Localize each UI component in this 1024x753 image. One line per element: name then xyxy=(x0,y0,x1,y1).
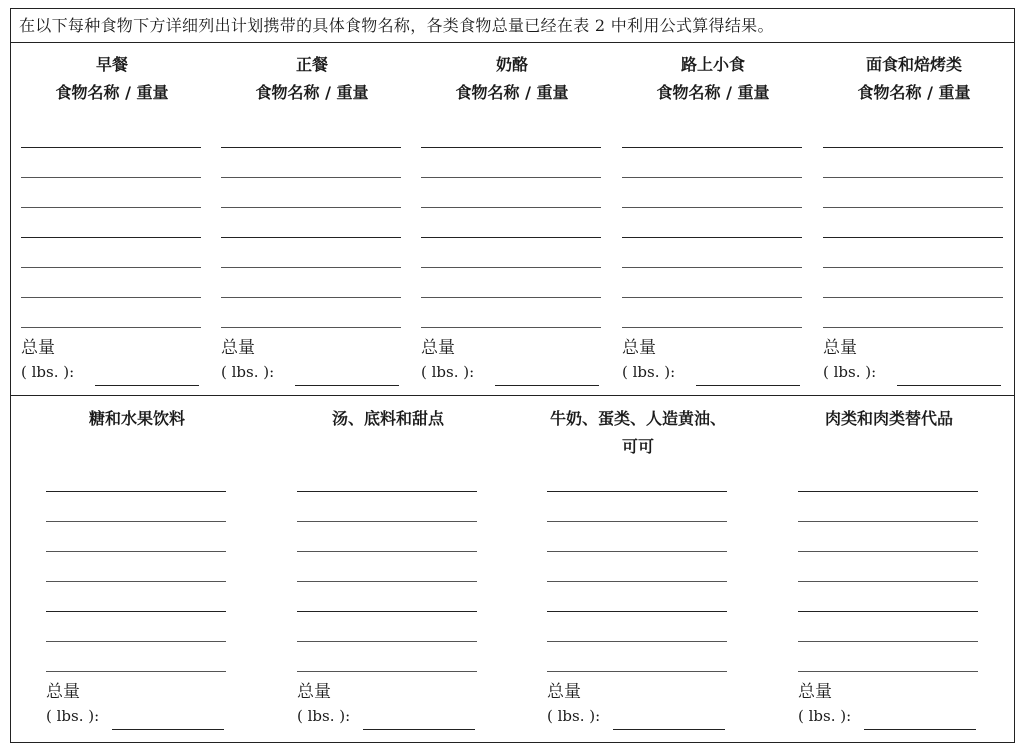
food-entry-line[interactable] xyxy=(798,581,978,582)
category-header xyxy=(541,405,735,461)
food-entry-line[interactable] xyxy=(547,551,727,552)
food-list-form xyxy=(10,8,1015,743)
food-entry-line[interactable] xyxy=(421,207,601,208)
unit-label: ( lbs. ): xyxy=(297,707,351,725)
food-entry-line[interactable] xyxy=(221,327,401,328)
category-subtitle: 食物名称 / 重量 xyxy=(455,83,569,102)
total-label: 总量 xyxy=(798,682,832,702)
category-subtitle: 食物名称 / 重量 xyxy=(656,83,770,102)
unit-label: ( lbs. ): xyxy=(21,363,75,381)
food-entry-line[interactable] xyxy=(21,177,201,178)
category-title: 牛奶、蛋类、人造黄油、 xyxy=(549,409,726,428)
food-entry-line[interactable] xyxy=(622,177,802,178)
category-header xyxy=(21,51,203,107)
food-entry-line[interactable] xyxy=(798,491,978,492)
category-header xyxy=(792,405,986,433)
total-weight-field[interactable] xyxy=(864,729,976,730)
food-entry-line[interactable] xyxy=(297,671,477,672)
food-column xyxy=(823,51,1005,391)
category-title: 汤、底料和甜点 xyxy=(331,409,444,428)
food-entry-line[interactable] xyxy=(297,581,477,582)
total-label: 总量 xyxy=(622,338,656,358)
food-entry-line[interactable] xyxy=(21,207,201,208)
total-weight-field[interactable] xyxy=(495,385,599,386)
food-entry-line[interactable] xyxy=(823,147,1003,148)
unit-label: ( lbs. ): xyxy=(798,707,852,725)
category-header xyxy=(421,51,603,107)
category-header xyxy=(622,51,804,107)
row-divider xyxy=(11,395,1014,396)
food-entry-line[interactable] xyxy=(798,611,978,612)
food-entry-line[interactable] xyxy=(421,267,601,268)
food-entry-line[interactable] xyxy=(823,207,1003,208)
food-column xyxy=(622,51,804,391)
food-entry-line[interactable] xyxy=(547,611,727,612)
category-subtitle: 食物名称 / 重量 xyxy=(255,83,369,102)
total-label: 总量 xyxy=(547,682,581,702)
food-entry-line[interactable] xyxy=(421,297,601,298)
food-column xyxy=(798,405,980,740)
total-label: 总量 xyxy=(421,338,455,358)
food-entry-line[interactable] xyxy=(547,521,727,522)
food-entry-line[interactable] xyxy=(622,147,802,148)
unit-label: ( lbs. ): xyxy=(823,363,877,381)
category-subtitle: 食物名称 / 重量 xyxy=(857,83,971,102)
food-column xyxy=(46,405,228,740)
food-entry-line[interactable] xyxy=(421,237,601,238)
food-entry-line[interactable] xyxy=(297,611,477,612)
food-entry-line[interactable] xyxy=(823,327,1003,328)
food-entry-line[interactable] xyxy=(421,327,601,328)
food-entry-line[interactable] xyxy=(297,551,477,552)
food-column xyxy=(297,405,479,740)
food-entry-line[interactable] xyxy=(622,267,802,268)
food-entry-line[interactable] xyxy=(798,551,978,552)
total-label: 总量 xyxy=(297,682,331,702)
food-entry-line[interactable] xyxy=(547,641,727,642)
total-label: 总量 xyxy=(823,338,857,358)
food-entry-line[interactable] xyxy=(421,177,601,178)
unit-label: ( lbs. ): xyxy=(547,707,601,725)
food-entry-line[interactable] xyxy=(21,327,201,328)
total-weight-field[interactable] xyxy=(613,729,725,730)
total-label: 总量 xyxy=(221,338,255,358)
food-entry-line[interactable] xyxy=(823,237,1003,238)
food-entry-line[interactable] xyxy=(547,491,727,492)
food-entry-line[interactable] xyxy=(21,297,201,298)
food-entry-line[interactable] xyxy=(622,207,802,208)
category-header xyxy=(823,51,1005,107)
category-title: 肉类和肉类替代品 xyxy=(824,409,953,428)
food-entry-line[interactable] xyxy=(547,581,727,582)
food-entry-line[interactable] xyxy=(221,267,401,268)
food-entry-line[interactable] xyxy=(46,521,226,522)
food-entry-line[interactable] xyxy=(46,581,226,582)
total-weight-field[interactable] xyxy=(696,385,800,386)
unit-label: ( lbs. ): xyxy=(221,363,275,381)
food-entry-line[interactable] xyxy=(221,147,401,148)
unit-label: ( lbs. ): xyxy=(46,707,100,725)
category-header xyxy=(221,51,403,107)
category-header xyxy=(40,405,234,433)
food-entry-line[interactable] xyxy=(21,237,201,238)
total-weight-field[interactable] xyxy=(112,729,224,730)
food-entry-line[interactable] xyxy=(221,207,401,208)
category-title: 奶酪 xyxy=(495,55,528,74)
food-entry-line[interactable] xyxy=(622,237,802,238)
food-entry-line[interactable] xyxy=(297,641,477,642)
food-entry-line[interactable] xyxy=(421,147,601,148)
unit-label: ( lbs. ): xyxy=(421,363,475,381)
food-entry-line[interactable] xyxy=(21,267,201,268)
food-entry-line[interactable] xyxy=(622,327,802,328)
food-entry-line[interactable] xyxy=(823,177,1003,178)
food-entry-line[interactable] xyxy=(46,611,226,612)
category-title: 早餐 xyxy=(95,55,128,74)
food-column xyxy=(421,51,603,391)
food-entry-line[interactable] xyxy=(622,297,802,298)
category-title: 面食和焙烤类 xyxy=(865,55,962,74)
food-entry-line[interactable] xyxy=(297,521,477,522)
food-entry-line[interactable] xyxy=(21,147,201,148)
total-label: 总量 xyxy=(46,682,80,702)
total-weight-field[interactable] xyxy=(95,385,199,386)
food-column xyxy=(547,405,729,740)
category-title: 正餐 xyxy=(295,55,328,74)
food-entry-line[interactable] xyxy=(297,491,477,492)
category-title: 路上小食 xyxy=(680,55,745,74)
food-entry-line[interactable] xyxy=(547,671,727,672)
food-entry-line[interactable] xyxy=(46,551,226,552)
category-title: 糖和水果饮料 xyxy=(88,409,185,428)
unit-label: ( lbs. ): xyxy=(622,363,676,381)
total-weight-field[interactable] xyxy=(897,385,1001,386)
food-column xyxy=(221,51,403,391)
food-entry-line[interactable] xyxy=(798,641,978,642)
total-weight-field[interactable] xyxy=(295,385,399,386)
instruction-text: 在以下每种食物下方详细列出计划携带的具体食物名称，各类食物总量已经在表 2 中利用公式算得结果。 xyxy=(11,9,1014,43)
total-label: 总量 xyxy=(21,338,55,358)
total-weight-field[interactable] xyxy=(363,729,475,730)
food-entry-line[interactable] xyxy=(798,521,978,522)
food-entry-line[interactable] xyxy=(46,641,226,642)
category-subtitle: 可可 xyxy=(621,437,654,456)
food-entry-line[interactable] xyxy=(221,297,401,298)
food-entry-line[interactable] xyxy=(798,671,978,672)
category-header xyxy=(291,405,485,433)
food-entry-line[interactable] xyxy=(46,491,226,492)
food-entry-line[interactable] xyxy=(221,177,401,178)
food-entry-line[interactable] xyxy=(823,267,1003,268)
food-column xyxy=(21,51,203,391)
food-entry-line[interactable] xyxy=(221,237,401,238)
food-entry-line[interactable] xyxy=(823,297,1003,298)
category-subtitle: 食物名称 / 重量 xyxy=(55,83,169,102)
food-entry-line[interactable] xyxy=(46,671,226,672)
